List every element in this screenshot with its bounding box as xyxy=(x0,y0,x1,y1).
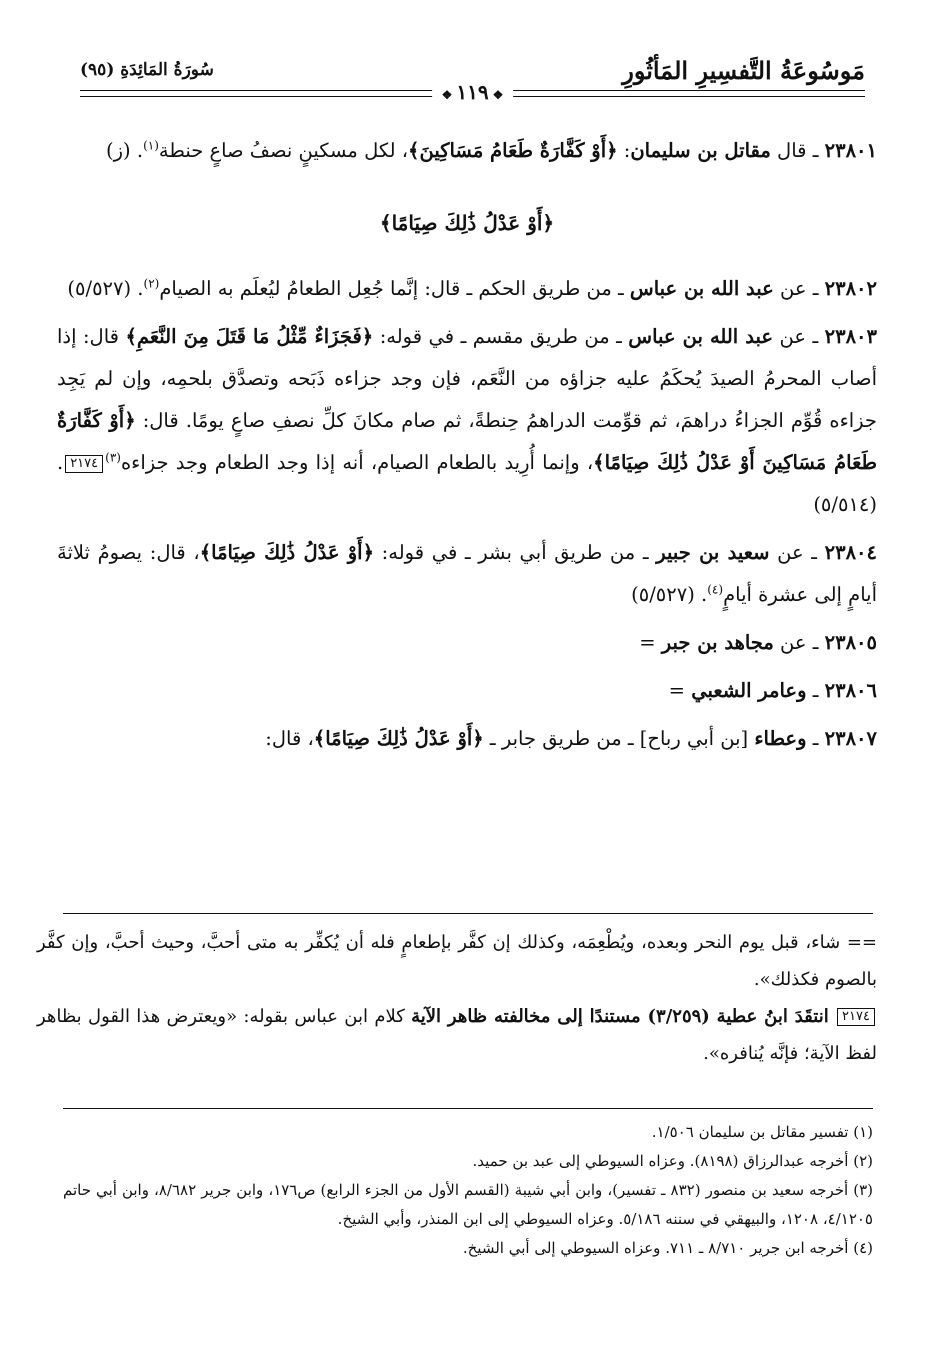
entry-number: ٢٣٨٠٣ xyxy=(824,325,877,348)
footnotes-divider xyxy=(63,1108,873,1109)
separator: ـ عن xyxy=(773,325,825,348)
note-continuation: == شاء، قبل يوم النحر وبعده، ويُطْعِمَه، وكذلك إن كفَّر بإطعامٍ فله أن يُكفِّر به متى أحبَّ، وحيث أحبَّ، وإن كفَّر بالصوم فكذلك». xyxy=(37,932,877,990)
note-bold-text: انتقَدَ ابنُ عطية (٣/٢٥٩) مستندًا إلى مخالفته ظاهر الآية xyxy=(411,1006,829,1027)
entry-number: ٢٣٨٠٤ xyxy=(824,541,878,564)
footnote-2: (٢) أخرجه عبدالرزاق (٨١٩٨). وعزاه السيوطي إلى عبد بن حميد. xyxy=(472,1152,873,1170)
entry-23806 xyxy=(57,670,877,712)
entry-number: ٢٣٨٠٢ xyxy=(824,277,877,300)
commentary-marker: ٢١٧٤ xyxy=(837,1008,875,1026)
text-segment: [بن أبي رباح] ـ من طريق جابر ـ xyxy=(483,727,755,750)
footnote-3: (٣) أخرجه سعيد بن منصور (٨٣٢ ـ تفسير)، وابن أبي شيبة (القسم الأول من الجزء الرابع) ص١٧٦، وابن جرير ٨/٦٨٢، وابن أبي حاتم ٤/١٢٠٥، ١٢٠٨، والبيهقي في سننه ٥/١٨٦. وعزاه السيوطي إلى ابن المنذر، وأبي الشيخ. xyxy=(63,1181,874,1228)
surah-label: سُورَةُ المَائِدَةِ (٩٥) xyxy=(80,60,214,80)
text-segment: ـ من طريق أبي بشر ـ في قوله: xyxy=(374,541,657,564)
narrator-name: عبد الله بن عباس xyxy=(628,325,774,348)
separator: ـ xyxy=(806,679,825,702)
quran-quote: ﴿أَوْ عَدْلُ ذَٰلِكَ صِيَامًا﴾ xyxy=(313,727,484,750)
entry-23807 xyxy=(57,718,877,760)
page-header xyxy=(80,52,865,106)
text-segment: ـ من طريق مقسم ـ في قوله: xyxy=(373,325,629,348)
book-title: مَوسُوعَةُ التَّفسِيرِ المَأثُورِ xyxy=(622,56,865,85)
commentary-marker[interactable]: ٢١٧٤ xyxy=(65,455,103,473)
notes-divider xyxy=(63,913,873,914)
narrator-name: مجاهد بن جبر xyxy=(661,631,774,654)
note-2174 xyxy=(37,998,877,1072)
quran-quote: ﴿أَوْ كَفَّارَةٌ طَعَامُ مَسَاكِينَ﴾ xyxy=(408,139,618,162)
main-text xyxy=(57,130,877,766)
entry-23803 xyxy=(57,316,877,526)
footnote-ref[interactable]: (٣) xyxy=(105,450,121,465)
source-ref: . (٥/٥٢٧) xyxy=(631,583,708,606)
text-segment: : xyxy=(617,139,631,162)
entry-23804 xyxy=(57,532,877,616)
footnote-ref[interactable]: (٢) xyxy=(143,276,160,291)
source-ref: . (٥/٥١٤) xyxy=(57,451,877,516)
narrator-name: وعطاء xyxy=(754,727,807,750)
text-segment: قال: إذا أصاب المحرمُ الصيدَ يُحكَمُ عليه جزاؤه من النَّعَم، فإن وجد جزاءه ذَبَحه وتصدَّق بلحمِه، وإن لم يَجِد جزاءه قُوِّم الجزاءُ دراهمَ، ثم قوِّمت الدراهمُ حِنطةً، ثم صام مكانَ كلِّ نصفِ صاعٍ يومًا. قال: xyxy=(57,325,877,432)
ornament-icon: ❖ xyxy=(441,88,453,102)
quran-quote: ﴿فَجَزَاءٌ مِّثْلُ مَا قَتَلَ مِنَ النَّعَمِ﴾ xyxy=(125,325,374,348)
text-segment: ـ من طريق الحكم ـ قال: إنَّما جُعِل الطعامُ ليُعلَم به الصيام xyxy=(159,277,630,300)
page-number xyxy=(432,80,514,104)
separator: ـ عن xyxy=(773,277,825,300)
text-segment: = xyxy=(639,631,662,654)
quran-quote: ﴿أَوْ كَفَّارَةٌ طَعَامُ مَسَاكِينَ أَوْ عَدْلُ ذَٰلِكَ صِيَامًا﴾ xyxy=(57,409,877,474)
footnotes xyxy=(63,1118,873,1263)
entry-23802 xyxy=(57,268,877,310)
narrator-name: عبد الله بن عباس xyxy=(629,277,774,300)
entry-number: ٢٣٨٠٥ xyxy=(824,631,877,654)
separator: ـ عن xyxy=(769,541,825,564)
text-segment: قال xyxy=(770,139,807,162)
separator: ـ xyxy=(806,139,825,162)
footnote-ref[interactable]: (٤) xyxy=(707,582,724,597)
commentary-notes xyxy=(37,924,877,1072)
source-ref: . (٥/٥٢٧) xyxy=(67,277,144,300)
entry-number: ٢٣٨٠٦ xyxy=(824,679,877,702)
entry-23801 xyxy=(57,130,877,172)
footnote-4: (٤) أخرجه ابن جرير ٨/٧١٠ ـ ٧١١. وعزاه السيوطي إلى أبي الشيخ. xyxy=(462,1239,873,1257)
narrator-name: مقاتل بن سليمان xyxy=(630,139,771,162)
entry-number: ٢٣٨٠١ xyxy=(824,139,877,162)
text-segment: ، قال: يصومُ ثلاثةَ أيامٍ إلى عشرة أيامٍ xyxy=(57,541,877,606)
text-segment: ، لكل مسكينٍ نصفُ صاعٍ حنطة xyxy=(158,139,409,162)
text-segment: ، قال: xyxy=(265,727,314,750)
entry-number: ٢٣٨٠٧ xyxy=(824,727,877,750)
separator: ـ عن xyxy=(773,631,825,654)
note-text: كلام ابن عباس بقوله: «ويعترض هذا القول بظاهر لفظ الآية؛ فإنَّه يُنافره». xyxy=(37,1006,877,1064)
text-segment: ، وإنما أُرِيد بالطعام الصيام، أنه إذا وجد الطعام وجد جزاءه xyxy=(120,451,594,474)
narrator-name: سعيد بن جبير xyxy=(656,541,770,564)
footnote-1: (١) تفسير مقاتل بن سليمان ١/٥٠٦. xyxy=(651,1123,873,1141)
separator: ـ xyxy=(806,727,825,750)
entry-23805 xyxy=(57,622,877,664)
quran-quote: ﴿أَوْ عَدْلُ ذَٰلِكَ صِيَامًا﴾ xyxy=(199,541,375,564)
page-number-text: ١١٩ xyxy=(456,80,489,104)
ornament-icon: ❖ xyxy=(492,88,504,102)
footnote-ref[interactable]: (١) xyxy=(143,138,159,153)
source-ref: . (ز) xyxy=(106,139,144,162)
text-segment: = xyxy=(668,679,692,702)
narrator-name: وعامر الشعبي xyxy=(691,679,807,702)
verse-heading: ﴿أَوْ عَدْلُ ذَٰلِكَ صِيَامًا﴾ xyxy=(379,211,555,235)
